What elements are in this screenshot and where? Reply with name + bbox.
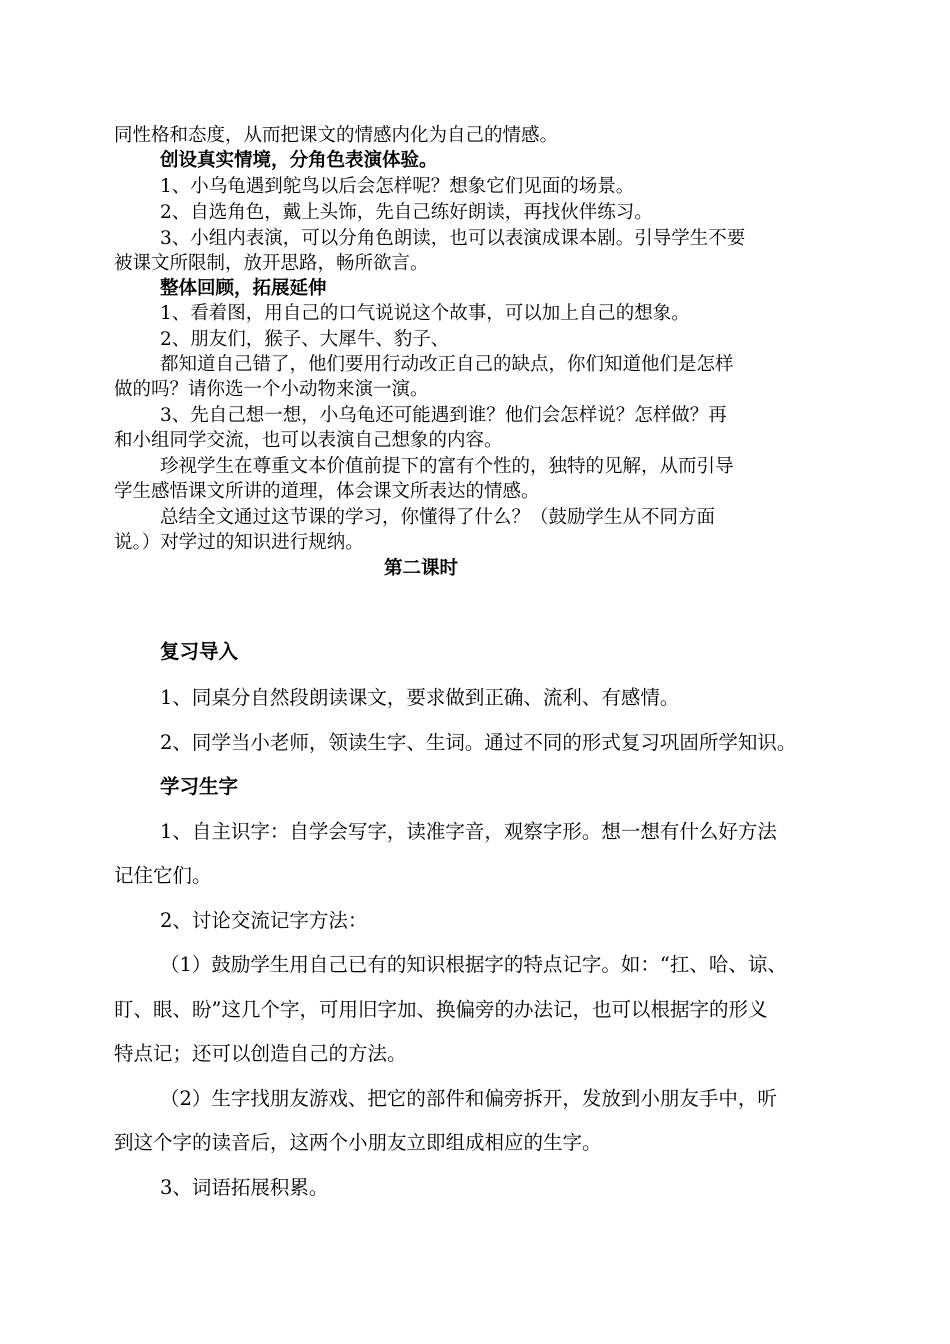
paragraph-line: 3、先自己想一想，小乌龟还可能遇到谁？他们会怎样说？怎样做？再 xyxy=(160,405,727,426)
paragraph-line: 盯、眼、盼”这几个字，可用旧字加、换偏旁的办法记，也可以根据字的形义 xyxy=(114,998,768,1021)
paragraph-line: 总结全文通过这节课的学习，你懂得了什么？（鼓励学生从不同方面 xyxy=(160,507,716,528)
paragraph-line: 同性格和态度，从而把课文的情感内化为自己的情感。 xyxy=(114,125,559,146)
paragraph-line: 2、讨论交流记字方法： xyxy=(160,909,368,932)
paragraph-line: 1、小乌龟遇到鸵鸟以后会怎样呢？想象它们见面的场景。 xyxy=(160,176,635,197)
section-heading: 复习导入 xyxy=(160,640,239,663)
paragraph-line: 3、词语拓展积累。 xyxy=(160,1176,329,1199)
paragraph-line: 记住它们。 xyxy=(114,864,212,887)
paragraph-line: （2）生字找朋友游戏、把它的部件和偏旁拆开，发放到小朋友手中，听 xyxy=(160,1087,777,1110)
paragraph-line: 2、同学当小老师，领读生字、生词。通过不同的形式复习巩固所学知识。 xyxy=(160,731,797,754)
paragraph-line: 2、自选角色，戴上头饰，先自己练好朗读，再找伙伴练习。 xyxy=(160,202,653,223)
paragraph-line: 珍视学生在尊重文本价值前提下的富有个性的，独特的见解，从而引导 xyxy=(160,456,734,477)
paragraph-line: 做的吗？请你选一个小动物来演一演。 xyxy=(114,379,429,400)
paragraph-line: 都知道自己错了，他们要用行动改正自己的缺点，你们知道他们是怎样 xyxy=(160,354,734,375)
section-heading: 学习生字 xyxy=(160,775,239,798)
paragraph-line: 到这个字的读音后，这两个小朋友立即组成相应的生字。 xyxy=(114,1131,602,1154)
paragraph-line: 1、同桌分自然段朗读课文，要求做到正确、流利、有感情。 xyxy=(160,686,680,709)
paragraph-line: 学生感悟课文所讲的道理，体会课文所表达的情感。 xyxy=(114,481,540,502)
paragraph-line: 被课文所限制，放开思路，畅所欲言。 xyxy=(114,253,429,274)
paragraph-line: 1、看着图，用自己的口气说说这个故事，可以加上自己的想象。 xyxy=(160,303,690,324)
lesson-title: 第二课时 xyxy=(384,558,459,579)
paragraph-line: 特点记；还可以创造自己的方法。 xyxy=(114,1042,407,1065)
paragraph-line: 2、朋友们，猴子、大犀牛、豹子、 xyxy=(160,329,450,350)
paragraph-line: 3、小组内表演，可以分角色朗读，也可以表演成课本剧。引导学生不要 xyxy=(160,228,746,249)
section-heading: 创设真实情境，分角色表演体验。 xyxy=(160,150,438,171)
paragraph-line: （1）鼓励学生用自己已有的知识根据字的特点记字。如：“扛、哈、谅、 xyxy=(160,953,787,976)
paragraph-line: 说。）对学过的知识进行规纳。 xyxy=(114,532,364,553)
section-heading: 整体回顾，拓展延伸 xyxy=(160,278,327,299)
paragraph-line: 1、自主识字：自学会写字，读准字音，观察字形。想一想有什么好方法 xyxy=(160,820,777,843)
paragraph-line: 和小组同学交流，也可以表演自己想象的内容。 xyxy=(114,430,503,451)
